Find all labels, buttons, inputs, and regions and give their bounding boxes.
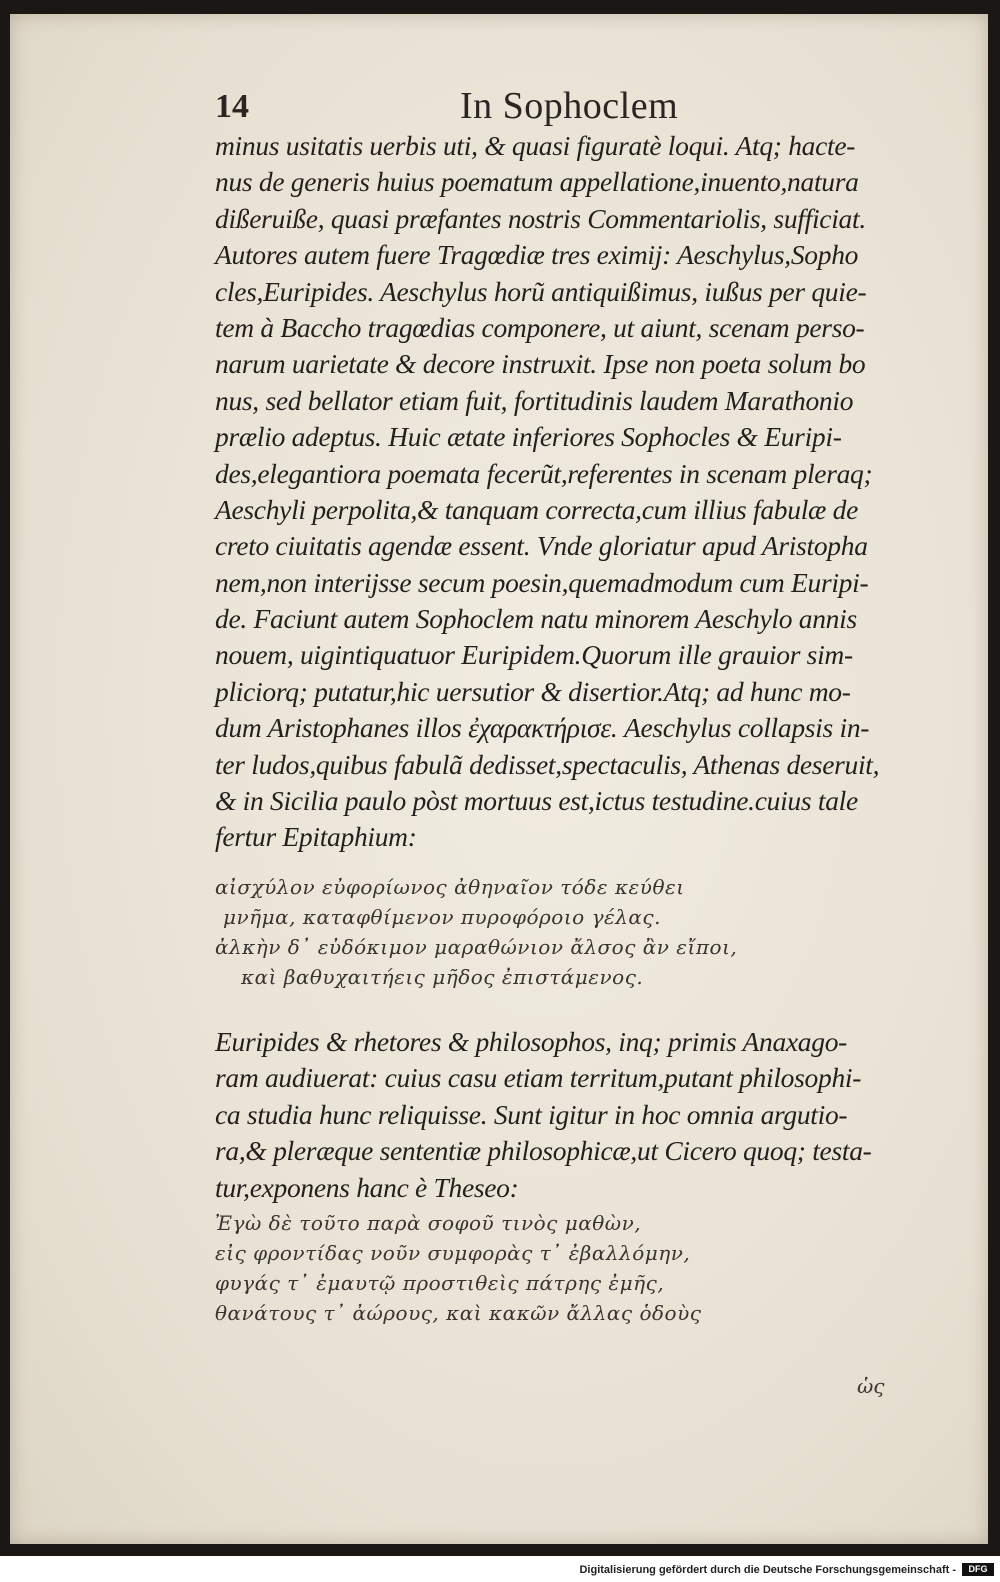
text-line: de. Faciunt autem Sophoclem natu minorem Aeschylo annis xyxy=(215,603,857,635)
greek-theseus-quote xyxy=(215,1208,905,1328)
text-line: ter ludos,quibus fabulã dedisset,spectaculis, Athenas deseruit, xyxy=(215,748,880,780)
greek-verse-line: Ἐγὼ δὲ τοῦτο παρὰ σοφοῦ τινὸς μαθὼν, xyxy=(215,1211,642,1235)
text-line: Aeschyli perpolita,& tanquam correcta,cum illius fabulæ de xyxy=(215,493,859,525)
text-line: creto ciuitatis agendæ essent. Vnde gloriatur apud Aristopha xyxy=(215,530,868,562)
text-line: des,elegantiora poemata fecerũt,referentes in scenam pleraq; xyxy=(215,457,873,489)
running-title: In Sophoclem xyxy=(460,85,679,127)
text-line: minus usitatis uerbis uti, & quasi figuratè loqui. Atq; hacte- xyxy=(215,130,856,161)
greek-verse-line: καὶ βαθυχαιτήεις μῆδος ἐπιστάμενος. xyxy=(241,965,644,989)
text-line: nus, sed bellator etiam fuit, fortitudinis laudem Marathonio xyxy=(215,384,854,416)
text-line: Autores autem fuere Tragœdiæ tres eximij: Aeschylus,Sopho xyxy=(215,239,859,271)
greek-verse-line: αἰσχύλον εὐφορίωνος ἀθηναῖον τόδε κεύθει xyxy=(215,875,685,899)
text-line: pliciorq; putatur,hic uersutior & disertior.Atq; ad hunc mo- xyxy=(215,675,851,707)
text-line: nem,non interijsse secum poesin,quemadmodum cum Euripi- xyxy=(215,566,869,598)
text-line: prælio adeptus. Huic ætate inferiores Sophocles & Euripi- xyxy=(215,421,842,453)
text-line: dißeruiße, quasi præfantes nostris Commentariolis, sufficiat. xyxy=(215,202,866,234)
text-line: dum Aristophanes illos ἐχαρακτήρισε. Aeschylus collapsis in- xyxy=(215,712,870,744)
text-line: nouem, uigintiquatuor Euripidem.Quorum ille grauior sim- xyxy=(215,639,853,671)
greek-verse-line: θανάτους τ᾽ ἀώρους, καὶ κακῶν ἄλλας ὁδοὺς xyxy=(215,1301,702,1325)
greek-verse-line: φυγάς τ᾽ ἐμαυτῷ προστιθεὶς πάτρης ἐμῆς, xyxy=(215,1271,665,1295)
text-line: cles,Euripides. Aeschylus horũ antiquißimus, iußus per quie- xyxy=(215,275,867,307)
text-line: Euripides & rhetores & philosophos, inq; primis Anaxago- xyxy=(215,1026,848,1057)
page-number: 14 xyxy=(215,88,249,125)
text-line: & in Sicilia paulo pòst mortuus est,ictus testudine.cuius tale xyxy=(215,785,858,817)
dfg-logo: DFG xyxy=(962,1563,994,1576)
funding-credit: Digitalisierung gefördert durch die Deutsche Forschungsgemeinschaft - xyxy=(579,1564,956,1576)
text-line: tur,exponens hanc è Theseo: xyxy=(215,1171,519,1203)
greek-epitaph xyxy=(215,872,905,992)
greek-verse-line: μνῆμα, καταφθίμενον πυροφόροιο γέλας. xyxy=(223,905,661,929)
greek-verse-line: ἀλκὴν δ᾽ εὐδόκιμον μαραθώνιον ἄλσος ἂν εἴποι, xyxy=(215,935,738,959)
text-line: tem à Baccho tragœdias componere, ut aiunt, scenam perso- xyxy=(215,311,865,343)
greek-verse-line: εἰς φροντίδας νοῦν συμφορὰς τ᾽ ἐβαλλόμην, xyxy=(215,1241,691,1265)
text-line: ra,& pleræque sententiæ philosophicæ,ut Cicero quoq; testa- xyxy=(215,1135,872,1167)
text-line: fertur Epitaphium: xyxy=(215,821,417,853)
text-line: ram audiuerat: cuius casu etiam territum,putant philosophi- xyxy=(215,1062,862,1094)
text-line: nus de generis huius poematum appellatione,inuento,natura xyxy=(215,166,859,198)
main-text-block xyxy=(215,128,905,856)
catchword: ὡς xyxy=(857,1374,885,1398)
text-line: ca studia hunc reliquisse. Sunt igitur in hoc omnia argutio- xyxy=(215,1098,848,1130)
text-line: narum uarietate & decore instruxit. Ipse non poeta solum bo xyxy=(215,348,866,380)
digitization-footer xyxy=(0,1556,1000,1582)
main-text-block-2 xyxy=(215,1024,905,1206)
